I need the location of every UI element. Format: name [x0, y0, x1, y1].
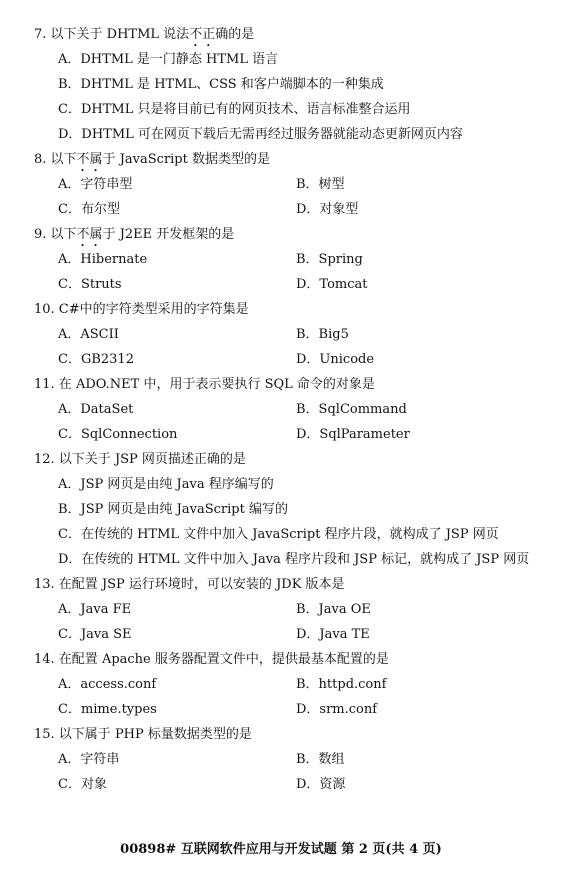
option-d: D．Java TE: [296, 627, 370, 642]
option-a: A．JSP 网页是由纯 Java 程序编写的: [58, 477, 274, 492]
option-b: B．树型: [296, 177, 345, 192]
option-d: D．DHTML 可在网页下载后无需再经过服务器就能动态更新网页内容: [58, 127, 463, 142]
option-a: A．ASCII: [58, 327, 119, 342]
option-a: A．access.conf: [58, 677, 157, 692]
question-10: 10. C#中的字符类型采用的字符集是: [34, 302, 249, 317]
option-a: A．字符串型: [58, 177, 133, 192]
option-b: B．Big5: [296, 327, 349, 342]
question-15: 15. 以下属于 PHP 标量数据类型的是: [34, 727, 252, 742]
option-a: A．Hibernate: [58, 252, 148, 267]
question-11: 11. 在 ADO.NET 中，用于表示要执行 SQL 命令的对象是: [34, 377, 375, 392]
question-8: 8. 以下不属于 JavaScript 数据类型的是: [34, 152, 270, 167]
option-c: C．SqlConnection: [58, 427, 178, 442]
question-14: 14. 在配置 Apache 服务器配置文件中，提供最基本配置的是: [34, 652, 389, 667]
emphasis-mark: 不属: [76, 152, 103, 167]
option-b: B．SqlCommand: [296, 402, 407, 417]
option-c: C．对象: [58, 777, 107, 792]
option-b: B．DHTML 是 HTML、CSS 和客户端脚本的一种集成: [58, 77, 384, 92]
option-b: B．数组: [296, 752, 345, 767]
option-d: D．SqlParameter: [296, 427, 410, 442]
question-list: [34, 22, 554, 797]
option-c: C．布尔型: [58, 202, 120, 217]
option-b: B．Java OE: [296, 602, 371, 617]
option-a: A．DHTML 是一门静态 HTML 语言: [58, 52, 279, 67]
option-d: D．资源: [296, 777, 346, 792]
option-d: D．Tomcat: [296, 277, 368, 292]
option-a: A．DataSet: [58, 402, 134, 417]
option-c: C．在传统的 HTML 文件中加入 JavaScript 程序片段，就构成了 JSP 网页: [58, 527, 499, 542]
question-7: 7. 以下关于 DHTML 说法不正确的是: [34, 27, 255, 42]
option-c: C．Struts: [58, 277, 122, 292]
option-d: D．对象型: [296, 202, 359, 217]
option-a: A．Java FE: [58, 602, 132, 617]
question-13: 13. 在配置 JSP 运行环境时，可以安装的 JDK 版本是: [34, 577, 345, 592]
option-d: D．srm.conf: [296, 702, 378, 717]
option-d: D．在传统的 HTML 文件中加入 Java 程序片段和 JSP 标记，就构成了 JSP 网页: [58, 552, 530, 567]
option-c: C．Java SE: [58, 627, 132, 642]
emphasis-mark: 不正: [189, 27, 216, 42]
emphasis-mark: 不属: [76, 227, 103, 242]
option-b: B．httpd.conf: [296, 677, 387, 692]
option-b: B．JSP 网页是由纯 JavaScript 编写的: [58, 502, 288, 517]
page-footer: 00898# 互联网软件应用与开发试题 第 2 页(共 4 页): [120, 842, 442, 857]
question-9: 9. 以下不属于 J2EE 开发框架的是: [34, 227, 235, 242]
option-d: D．Unicode: [296, 352, 375, 367]
option-c: C．DHTML 只是将目前已有的网页技术、语言标准整合运用: [58, 102, 411, 117]
option-a: A．字符串: [58, 752, 120, 767]
option-b: B．Spring: [296, 252, 363, 267]
option-c: C．mime.types: [58, 702, 157, 717]
question-12: 12. 以下关于 JSP 网页描述正确的是: [34, 452, 246, 467]
option-c: C．GB2312: [58, 352, 134, 367]
